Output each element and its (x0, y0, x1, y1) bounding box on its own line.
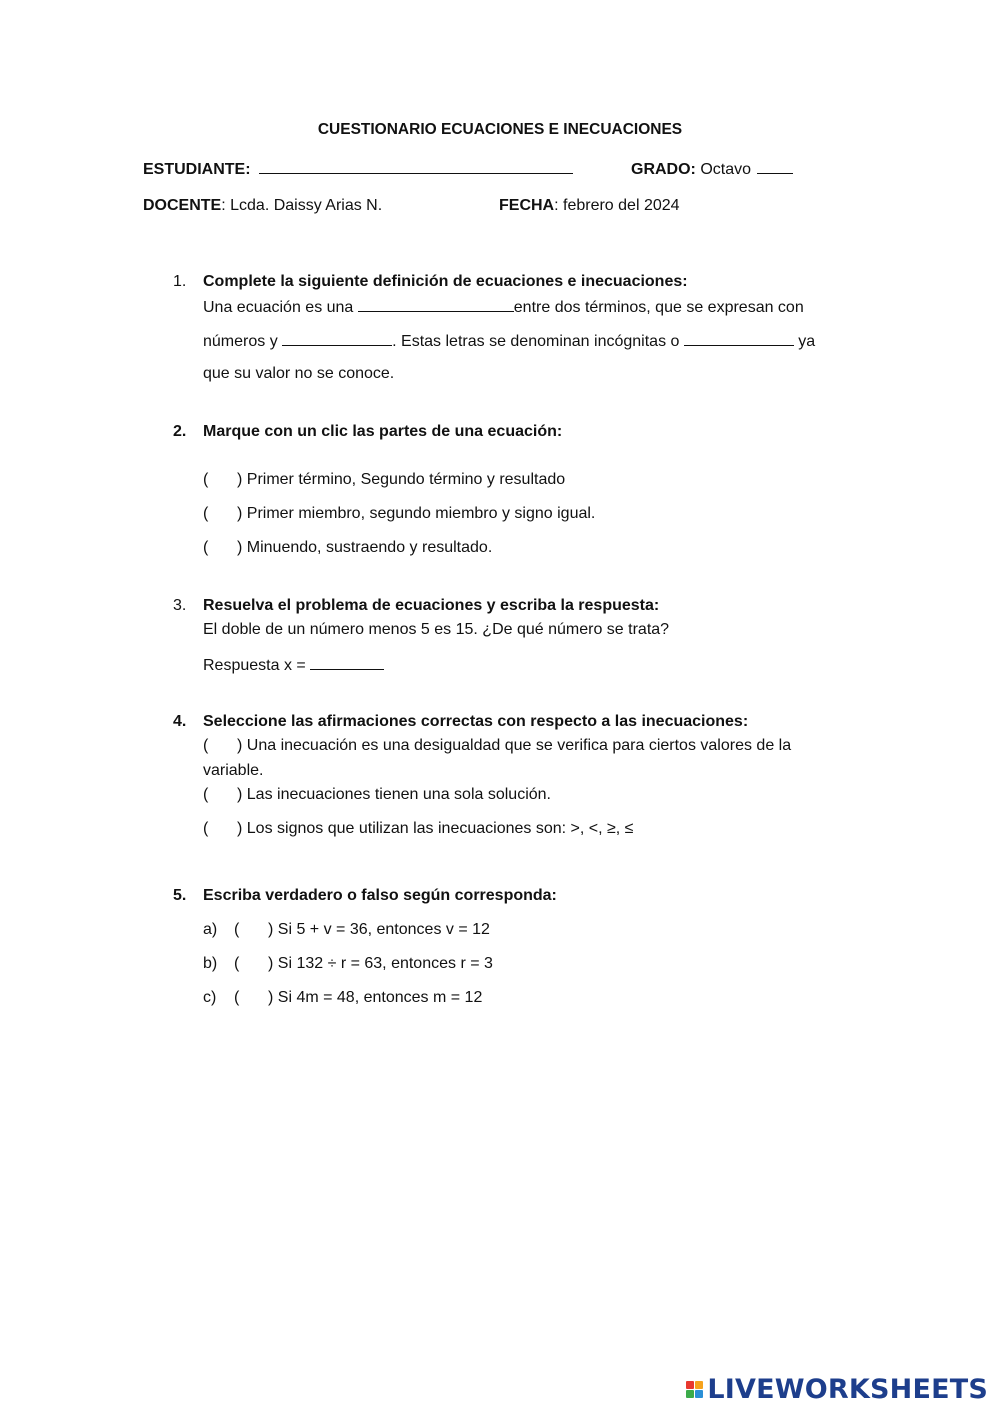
q2-prompt: Marque con un clic las partes de una ecuación: (203, 423, 563, 440)
q3-answer-label: Respuesta x = (203, 657, 311, 674)
q2-option-1-checkbox[interactable]: ( (203, 471, 209, 488)
q2-option-1-text: ) Primer término, Segundo término y resultado (237, 471, 566, 488)
q4-option-1-text: ) Una inecuación es una desigualdad que se verifica para ciertos valores de la (237, 737, 792, 754)
q4-number: 4. (173, 713, 187, 730)
q1-line-1 (203, 297, 804, 317)
q5-item-a (203, 921, 490, 939)
q2-option-3[interactable] (203, 539, 492, 557)
q1-blank-1[interactable] (358, 297, 514, 312)
q1-number: 1. (173, 273, 187, 290)
q1-blank-2[interactable] (282, 331, 392, 346)
logo-square-red (686, 1381, 694, 1389)
q5-item-c-text: ) Si 4m = 48, entonces m = 12 (268, 989, 483, 1006)
q5-item-b-answer-box[interactable]: ( (234, 955, 240, 972)
q2-option-3-checkbox[interactable]: ( (203, 539, 209, 556)
q4-option-1-checkbox[interactable]: ( (203, 737, 209, 754)
q1-text-2b: . Estas letras se denominan incógnitas o (392, 333, 684, 350)
logo-square-blue (695, 1390, 703, 1398)
q3-number: 3. (173, 597, 187, 614)
q4-option-3-checkbox[interactable]: ( (203, 820, 209, 837)
q1-line-2 (203, 331, 815, 351)
q5-item-c-answer-box[interactable]: ( (234, 989, 240, 1006)
q4-option-2-checkbox[interactable]: ( (203, 786, 209, 803)
q2-option-2-text: ) Primer miembro, segundo miembro y signo igual. (237, 505, 596, 522)
q3-prompt: Resuelva el problema de ecuaciones y escriba la respuesta: (203, 597, 660, 614)
q2-option-1[interactable] (203, 471, 565, 489)
page-title: CUESTIONARIO ECUACIONES E INECUACIONES (317, 121, 683, 138)
q3-answer-row (203, 655, 384, 675)
q4-option-1[interactable] (203, 737, 791, 755)
grade-label: GRADO: (631, 161, 696, 178)
liveworksheets-logo-text: LIVEWORKSHEETS (707, 1373, 988, 1405)
grade-value: Octavo (700, 161, 752, 178)
q1-blank-3[interactable] (684, 331, 794, 346)
q2-option-2[interactable] (203, 505, 595, 523)
q4-option-2-text: ) Las inecuaciones tienen una sola solución. (237, 786, 551, 803)
q5-item-a-text: ) Si 5 + v = 36, entonces v = 12 (268, 921, 490, 938)
teacher-value: : Lcda. Daissy Arias N. (221, 197, 383, 214)
q1-text-1b: entre dos términos, que se expresan con (513, 299, 804, 316)
student-label: ESTUDIANTE: (143, 161, 251, 178)
logo-square-green (686, 1390, 694, 1398)
q4-option-3-text: ) Los signos que utilizan las inecuaciones son: >, <, ≥, ≤ (237, 820, 634, 837)
q5-item-c-letter: c) (203, 989, 217, 1006)
q5-item-b-letter: b) (203, 955, 218, 972)
logo-square-orange (695, 1381, 703, 1389)
q2-option-2-checkbox[interactable]: ( (203, 505, 209, 522)
grade-blank[interactable] (757, 159, 793, 174)
q4-option-3[interactable] (203, 820, 633, 838)
q1-text-1a: Una ecuación es una (203, 299, 358, 316)
q4-option-1-continuation: variable. (203, 762, 264, 779)
q1-text-2a: números y (203, 333, 283, 350)
student-row (143, 159, 573, 179)
q5-item-b-text: ) Si 132 ÷ r = 63, entonces r = 3 (268, 955, 493, 972)
teacher-label: DOCENTE (143, 197, 222, 214)
liveworksheets-logo-icon (686, 1381, 703, 1398)
grade-row (631, 159, 793, 179)
q5-item-b (203, 955, 493, 973)
date-label: FECHA (499, 197, 555, 214)
q1-text-2c: ya (793, 333, 816, 350)
q5-item-a-answer-box[interactable]: ( (234, 921, 240, 938)
teacher-row (143, 197, 382, 215)
q2-option-3-text: ) Minuendo, sustraendo y resultado. (237, 539, 493, 556)
q3-problem: El doble de un número menos 5 es 15. ¿De qué número se trata? (203, 621, 670, 638)
q1-text-3: que su valor no se conoce. (203, 365, 395, 382)
date-value: : febrero del 2024 (554, 197, 680, 214)
q5-item-a-letter: a) (203, 921, 218, 938)
q3-answer-blank[interactable] (310, 655, 384, 670)
q4-prompt: Seleccione las afirmaciones correctas con respecto a las inecuaciones: (203, 713, 749, 730)
liveworksheets-watermark (686, 1374, 988, 1404)
student-name-blank[interactable] (259, 159, 573, 174)
q4-option-2[interactable] (203, 786, 551, 804)
q2-number: 2. (173, 423, 187, 440)
date-row (499, 197, 680, 215)
q5-number: 5. (173, 887, 187, 904)
q5-prompt: Escriba verdadero o falso según corresponda: (203, 887, 557, 904)
q5-item-c (203, 989, 482, 1007)
q1-prompt: Complete la siguiente definición de ecuaciones e inecuaciones: (203, 273, 688, 290)
